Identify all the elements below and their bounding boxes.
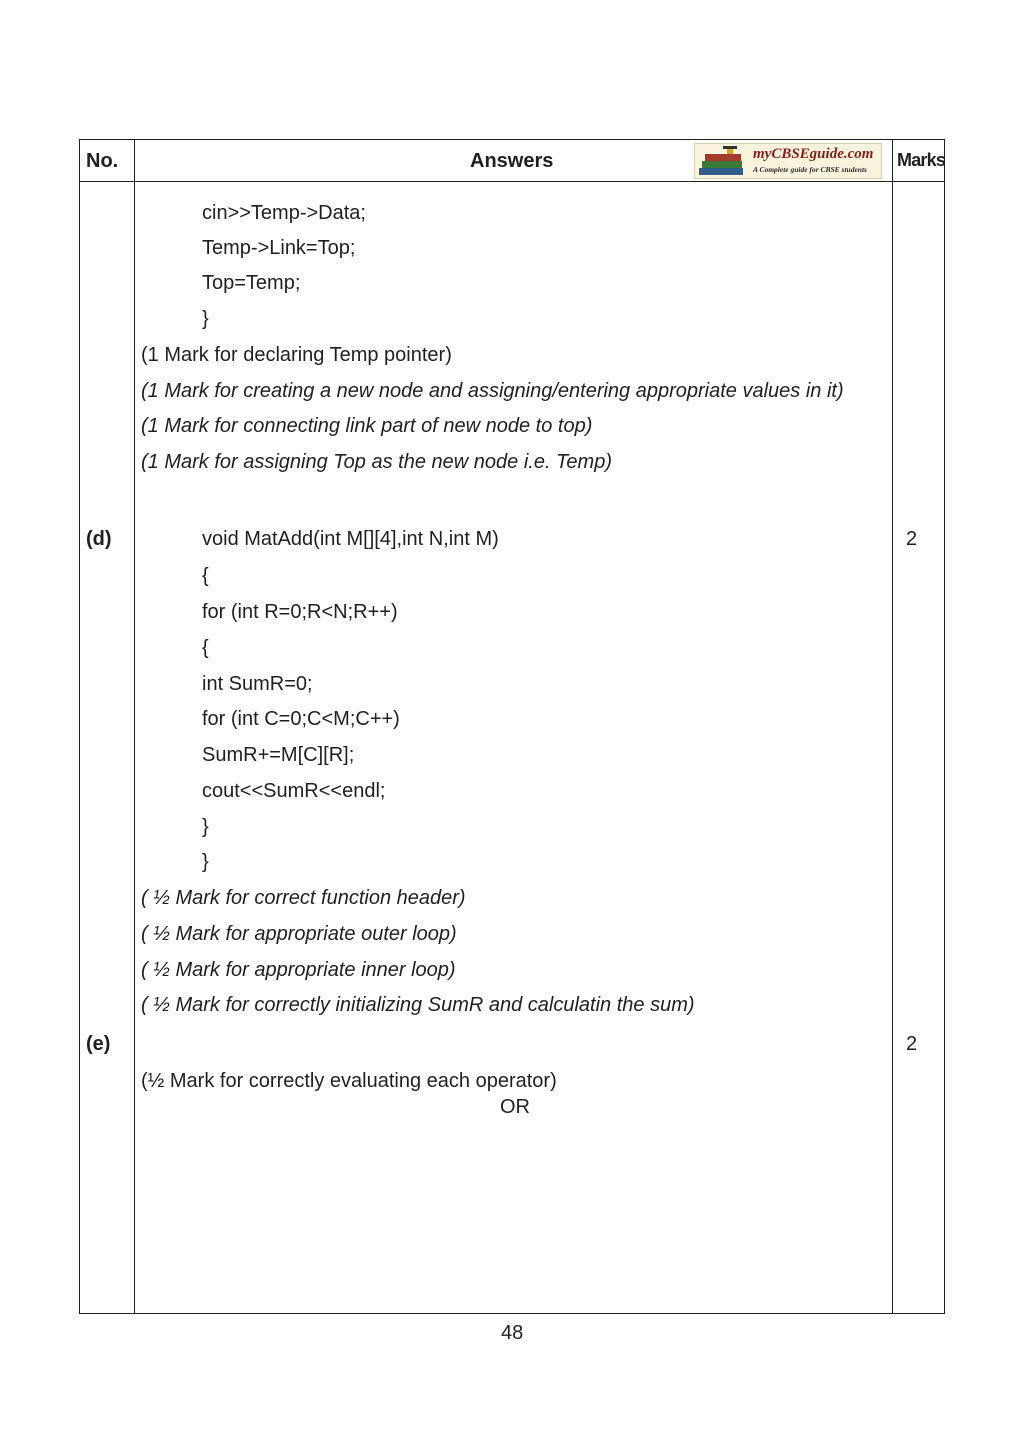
code-line: int SumR=0; [202, 673, 313, 695]
page-number: 48 [501, 1322, 524, 1344]
or-separator: OR [500, 1096, 530, 1118]
books-icon [697, 146, 751, 178]
code-line: cout<<SumR<<endl; [202, 780, 386, 802]
marking-note: (1 Mark for connecting link part of new node to top) [141, 415, 593, 437]
code-line: for (int C=0;C<M;C++) [202, 708, 400, 730]
question-label-d: (d) [86, 528, 112, 550]
code-line: } [202, 308, 209, 330]
brand-logo [694, 143, 882, 179]
marking-note: ( ½ Mark for appropriate outer loop) [141, 923, 457, 945]
header-no: No. [86, 150, 119, 172]
header-marks: Marks [897, 150, 946, 170]
marking-note: (1 Mark for creating a new node and assigning/entering appropriate values in it) [141, 380, 844, 402]
header-answers: Answers [470, 150, 554, 172]
logo-title: myCBSEguide.com [753, 146, 874, 162]
code-line: cin>>Temp->Data; [202, 202, 366, 224]
code-line: void MatAdd(int M[][4],int N,int M) [202, 528, 499, 550]
marking-note: ( ½ Mark for correct function header) [141, 887, 466, 909]
code-line: { [202, 565, 209, 587]
code-line: Temp->Link=Top; [202, 237, 356, 259]
marks-d: 2 [906, 528, 918, 550]
column-divider [892, 140, 893, 1313]
header-divider [80, 181, 944, 182]
question-label-e: (e) [86, 1033, 111, 1055]
code-line: Top=Temp; [202, 272, 301, 294]
code-line: for (int R=0;R<N;R++) [202, 601, 398, 623]
marking-note: (1 Mark for declaring Temp pointer) [141, 344, 452, 366]
marking-note: (1 Mark for assigning Top as the new node i.e. Temp) [141, 451, 612, 473]
column-divider [134, 140, 135, 1313]
logo-subtitle: A Complete guide for CBSE students [753, 165, 867, 174]
code-line: { [202, 637, 209, 659]
marking-note: ( ½ Mark for correctly initializing SumR and calculatin the sum) [141, 994, 695, 1016]
marks-e: 2 [906, 1033, 918, 1055]
marking-note: ( ½ Mark for appropriate inner loop) [141, 959, 456, 981]
code-line: SumR+=M[C][R]; [202, 744, 355, 766]
code-line: } [202, 851, 209, 873]
marking-note: (½ Mark for correctly evaluating each operator) [141, 1070, 557, 1092]
code-line: } [202, 816, 209, 838]
